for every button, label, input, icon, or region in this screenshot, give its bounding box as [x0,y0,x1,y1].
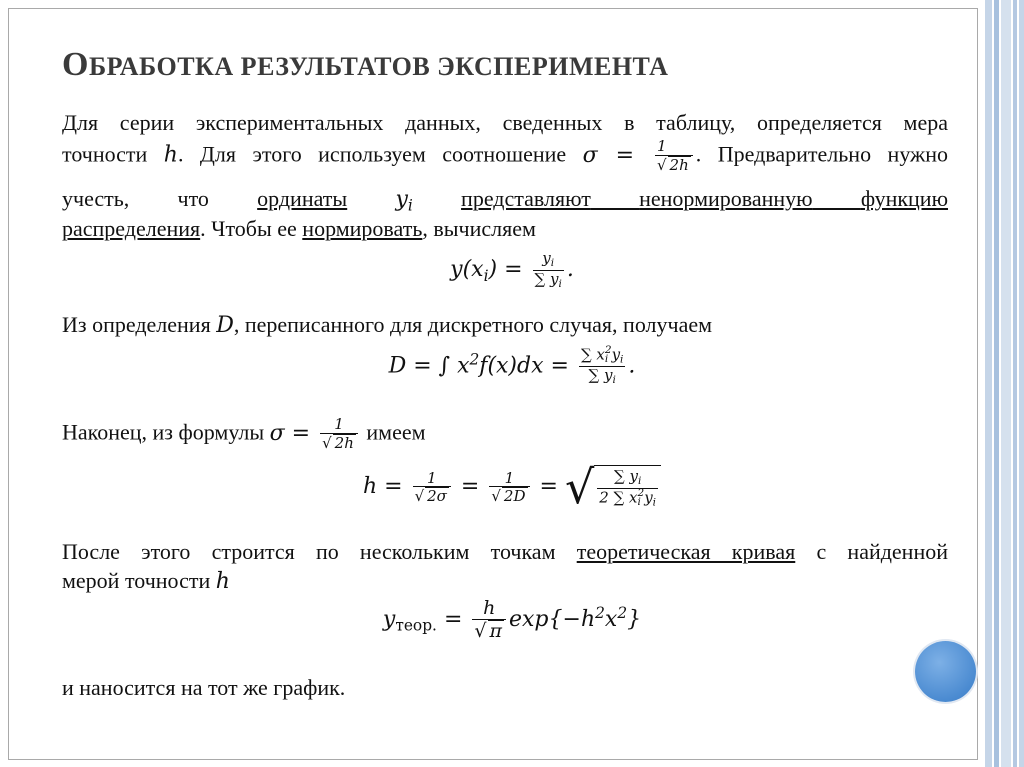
decorative-circle [915,641,976,702]
slide-title: ОБРАБОТКА РЕЗУЛЬТАТОВ ЭКСПЕРИМЕНТА [62,46,669,83]
paragraph-line-1: Для серии экспериментальных данных, сведенных в таблицу, определяется мера [62,110,948,135]
sigma-formula-inline: σ = $\frac{1}{√ 2h}$ [583,143,696,168]
link-ordinates: ординаты [257,186,348,211]
paragraph-theoretical-line-2: мерой точности h [62,568,230,594]
paragraph-theoretical-line-1: После этого строится по нескольким точкам теоретическая кривая с найденной [62,539,949,564]
theoretical-curve-formula: $y_{теор.}$ = $\frac{h}{√ \pi}$ $\exp\{-h^2x^2\}$ [382,597,642,642]
normalization-formula: $y(x_i)$ = $\frac{y_i}{\sum y_i}$ . [450,249,574,290]
dispersion-formula: D = ∫ $x^2f(x)dx$ = ∑ x 2 i $y_i$ ∑ $y_i$ . [388,344,636,387]
paragraph-final: и наносится на тот же график. [62,675,346,700]
paragraph-line-2: точности h. Для этого используем соотношение σ = $\frac{1}{√ 2h}$ . Предварительно нужно [62,137,948,174]
paragraph-line-4: распределения. Чтобы ее нормировать, вычисляем [62,216,536,241]
link-theoretical-curve: теоретическая кривая [576,539,796,564]
paragraph-line-3: учесть, что ординаты $y_i$ представляют ненормированную функцию [62,186,949,215]
link-non-normalized: представляют ненормированную функцию [461,186,949,211]
paragraph-definition-D: Из определения D, переписанного для дискретного случая, получаем [62,312,713,338]
paragraph-finally: Наконец, из формулы σ = $\frac{1}{√ 2h}$ имеем [62,415,426,452]
precision-h-formula: h = $\frac{1}{√ 2\sigma}$ = $\frac{1}{√ 2D}$ = √ ∑ $y_i$ 2 ∑ x 2 i $y_i$ [0,464,1024,510]
